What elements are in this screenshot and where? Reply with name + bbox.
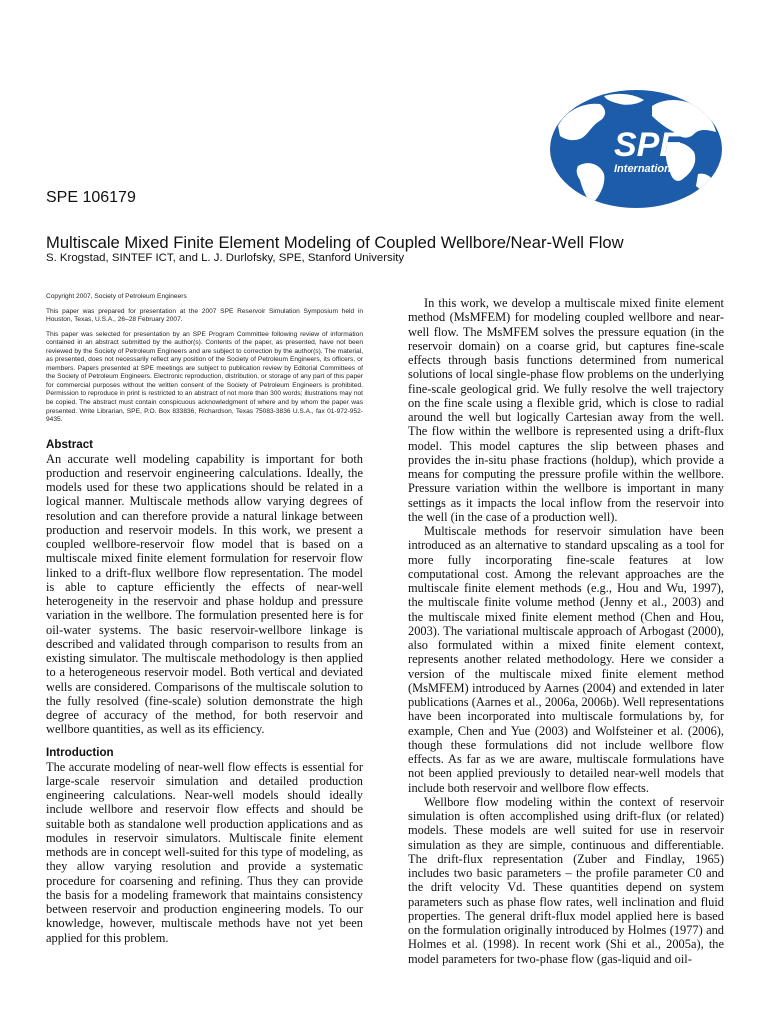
paper-authors: S. Krogstad, SINTEF ICT, and L. J. Durlofsky, SPE, Stanford University — [46, 252, 405, 264]
right-paragraph-1: In this work, we develop a multiscale mixed finite element method (MsMFEM) for modeling coupled wellbore and near-well flow. The MsMFEM solves the pressure equation (in the reservoir domain) on a coarse grid, but captures fine-scale effects through basis functions determined from numerical solutions of local single-phase flow problems on the underlying fine-scale geological grid. We fully resolve the well trajectory on the fine scale using a flexible grid, which is close to radial around the well but logically Cartesian away from the well. The flow within the wellbore is represented using a drift-flux model. This model captures the slip between phases and provides the in-situ phase fractions (holdup), which provide a means for computing the pressure profile within the wellbore. Pressure variation within the wellbore is important in many settings as it impacts the local inflow from the reservoir into the well (in the case of a production well). — [408, 296, 724, 524]
abstract-text: An accurate well modeling capability is important for both production and reservoir engineering calculations. Ideally, the models used for these two applications should be related in a logical manner. Multiscale methods allow varying degrees of resolution and can therefore provide a natural linkage between production and reservoir models. In this work, we present a coupled wellbore-reservoir flow model that is based on a multiscale mixed finite element formulation for reservoir flow linked to a drift-flux wellbore flow representation. The model is able to capture efficiently the effects of near-well heterogeneity in the reservoir and phase holdup and pressure variation in the wellbore. The formulation presented here is for oil-water systems. The basic reservoir-wellbore linkage is described and validated through comparison to results from an existing simulator. The multiscale methodology is then applied to a heterogeneous reservoir model. Both vertical and deviated wells are considered. Comparisons of the multiscale solution to the fully resolved (fine-scale) solution demonstrate the high degree of accuracy of the method, for both reservoir and wellbore quantities, as well as its efficiency. — [46, 451, 363, 737]
abstract-heading: Abstract — [46, 437, 94, 451]
selection-notice: This paper was selected for presentation by an SPE Program Committee following review of information contained in an abstract submitted by the author(s). Contents of the paper, as presented, have not been reviewed by the Society of Petroleum Engineers and are subject to correction by the author(s). The material, as presented, does not necessarily reflect any position of the Society of Petroleum Engineers, its officers, or members. Papers presented at SPE meetings are subject to publication review by Editorial Committees of the Society of Petroleum Engineers. Electronic reproduction, distribution, or storage of any part of this paper for commercial purposes without the written consent of the Society of Petroleum Engineers is prohibited. Permission to reproduce in print is restricted to an abstract of not more than 300 words; illustrations may not be copied. The abstract must contain conspicuous acknowledgment of where and by whom the paper was presented. Write Librarian, SPE, P.O. Box 833836, Richardson, Texas 75083-3836 U.S.A., fax 01-972-952-9435. — [46, 330, 363, 424]
logo-international-text: International — [614, 163, 681, 175]
right-paragraph-2: Multiscale methods for reservoir simulation have been introduced as an alternative to standard upscaling as a tool for more fully incorporating fine-scale features at low computational cost. Among the relevant approaches are the multiscale finite element methods (e.g., Hou and Wu, 1997), the multiscale finite volume method (Jenny et al., 2003) and the multiscale mixed finite element method (Chen and Hou, 2003). The variational multiscale approach of Arbogast (2000), also formulated within a mixed finite element context, represents another related methodology. Here we consider a version of the multiscale mixed finite element method (MsMFEM) introduced by Aarnes (2004) and extended in later publications (Aarnes et al., 2006a, 2006b). Well representations have been incorporated into multiscale formulations by, for example, Chen and Yue (2003) and Wolfsteiner et al. (2006), though these formulations did not include wellbore flow effects. As far as we are aware, multiscale formulations have not been applied previously to detailed near-well models that include both reservoir and wellbore flow effects. — [408, 524, 724, 795]
right-paragraph-3: Wellbore flow modeling within the context of reservoir simulation is often accomplished using drift-flux (or related) models. These models are well suited for use in reservoir simulation as they are simple, continuous and differentiable. The drift-flux representation (Zuber and Findlay, 1965) includes two basic parameters – the profile parameter C0 and the drift velocity Vd. These quantities depend on system parameters such as phase flow rates, well inclination and fluid properties. The general drift-flux model applied here is based on the formulation originally introduced by Holmes (1977) and Holmes et al. (1998). In recent work (Shi et al., 2005a), the model parameters for two-phase flow (gas-liquid and oil- — [408, 794, 724, 966]
paper-title: Multiscale Mixed Finite Element Modeling of Coupled Wellbore/Near-Well Flow — [46, 233, 624, 252]
copyright-notice: Copyright 2007, Society of Petroleum Engineers — [46, 293, 187, 300]
left-column — [46, 293, 363, 945]
right-column — [408, 296, 724, 966]
logo-spe-text: SPE — [614, 126, 683, 164]
introduction-heading: Introduction — [46, 745, 114, 759]
presentation-notice: This paper was prepared for presentation at the 2007 SPE Reservoir Simulation Symposium held in Houston, Texas, U.S.A., 26–28 February 2007. — [46, 307, 363, 324]
paper-number: SPE 106179 — [46, 189, 136, 206]
spe-international-logo — [548, 88, 724, 210]
introduction-text: The accurate modeling of near-well flow effects is essential for large-scale reservoir simulation and detailed production engineering calculations. Near-well models should ideally include wellbore and reservoir flow effects and should be suitable both as standalone well production applications and as modules in reservoir simulators. Multiscale finite element methods are in concept well-suited for this type of modeling, as they allow varying resolution and provide a systematic procedure for coarsening and refining. Thus they can provide the basis for a modeling framework that maintains consistency between reservoir and production engineering models. To our knowledge, however, multiscale methods have not yet been applied for this problem. — [46, 759, 363, 945]
